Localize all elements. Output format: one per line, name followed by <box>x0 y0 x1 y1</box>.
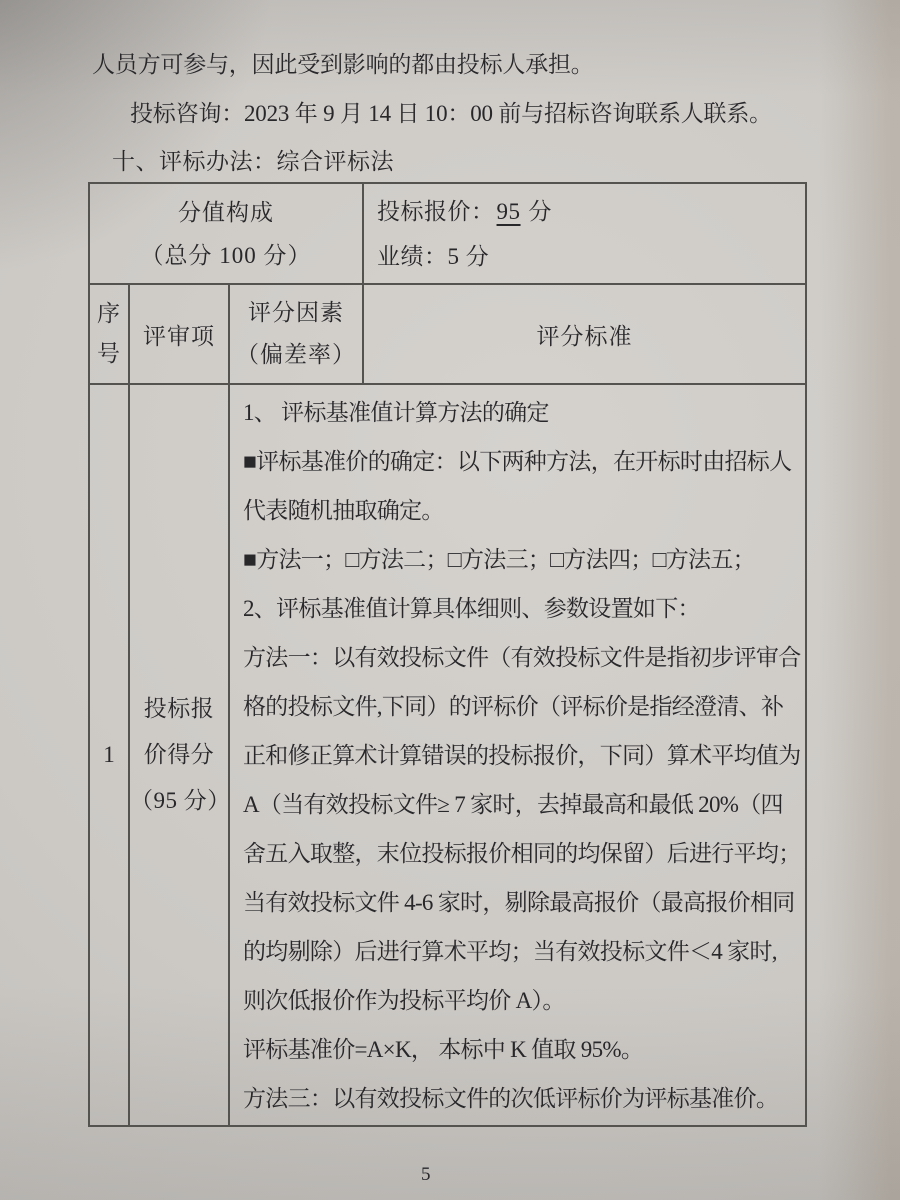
criteria-line: 格的投标文件,下同）的评标价（评标价是指经澄清、补 <box>243 694 784 719</box>
header-item: 评审项 <box>129 284 229 384</box>
item-line2: 价得分 <box>143 742 215 767</box>
header-seq: 序号 <box>89 284 129 384</box>
intro-text: 人员方可参与，因此受到影响的都由投标人承担。 <box>92 52 594 77</box>
header-factor-line2: （偏差率） <box>236 342 357 367</box>
item-cell <box>129 384 229 1126</box>
section-heading: 十、评标办法：综合评标法 <box>112 149 394 174</box>
criteria-line: 舍五入取整，末位投标报价相同的均保留）后进行平均； <box>243 841 801 866</box>
criteria-line: 的均剔除）后进行算术平均；当有效投标文件＜4 家时, <box>243 939 777 964</box>
criteria-line: 正和修正算术计算错误的投标报价，下同）算术平均值为 <box>243 743 801 768</box>
criteria-line: 方法三：以有效投标文件的次低评标价为评标基准价。 <box>243 1086 779 1111</box>
criteria-line: A（当有效投标文件≥ 7 家时，去掉最高和最低 20%（四 <box>243 792 783 817</box>
criteria-line: 代表随机抽取确定。 <box>243 498 444 523</box>
performance-score-line: 业绩：5 分 <box>377 243 490 269</box>
criteria-line: ■方法一；□方法二；□方法三；□方法四；□方法五； <box>243 547 755 572</box>
consult-text: 投标咨询：2023 年 9 月 14 日 10：00 前与招标咨询联系人联系。 <box>130 101 772 126</box>
criteria-line: 则次低报价作为投标平均价 A）。 <box>243 988 565 1013</box>
evaluation-table <box>88 182 807 1127</box>
criteria-line: 评标基准价=A×K， 本标中 K 值取 95%。 <box>243 1037 644 1062</box>
score-breakdown-cell <box>363 183 806 284</box>
score-composition-row <box>89 183 806 284</box>
price-score-value: 95 <box>496 198 521 224</box>
page-number: 5 <box>421 1164 431 1185</box>
header-factor <box>229 284 363 384</box>
header-factor-line1: 评分因素 <box>248 300 345 325</box>
header-standard: 评分标准 <box>363 284 806 384</box>
price-score-label: 投标报价： <box>377 198 495 224</box>
score-composition-title: 分值构成 <box>178 199 275 225</box>
score-composition-total: （总分 100 分） <box>140 242 312 268</box>
item-line1: 投标报 <box>143 696 215 721</box>
criteria-line: 方法一：以有效投标文件（有效投标文件是指初步评审合 <box>243 645 801 670</box>
price-score-line <box>377 189 805 234</box>
item-line3: （95 分） <box>130 788 231 813</box>
seq-cell: 1 <box>89 384 129 1126</box>
criteria-line: 1、 评标基准值计算方法的确定 <box>243 400 549 425</box>
table-header-row <box>89 284 806 384</box>
score-composition-cell <box>89 183 363 284</box>
criteria-line: 当有效投标文件 4-6 家时，剔除最高报价（最高报价相同 <box>243 890 795 915</box>
table-body-row <box>89 384 806 1126</box>
criteria-cell <box>229 384 806 1126</box>
criteria-line: 2、评标基准值计算具体细则、参数设置如下： <box>243 596 700 621</box>
price-score-unit: 分 <box>528 198 553 224</box>
criteria-line: ■评标基准价的确定：以下两种方法，在开标时由招标人 <box>243 449 792 474</box>
